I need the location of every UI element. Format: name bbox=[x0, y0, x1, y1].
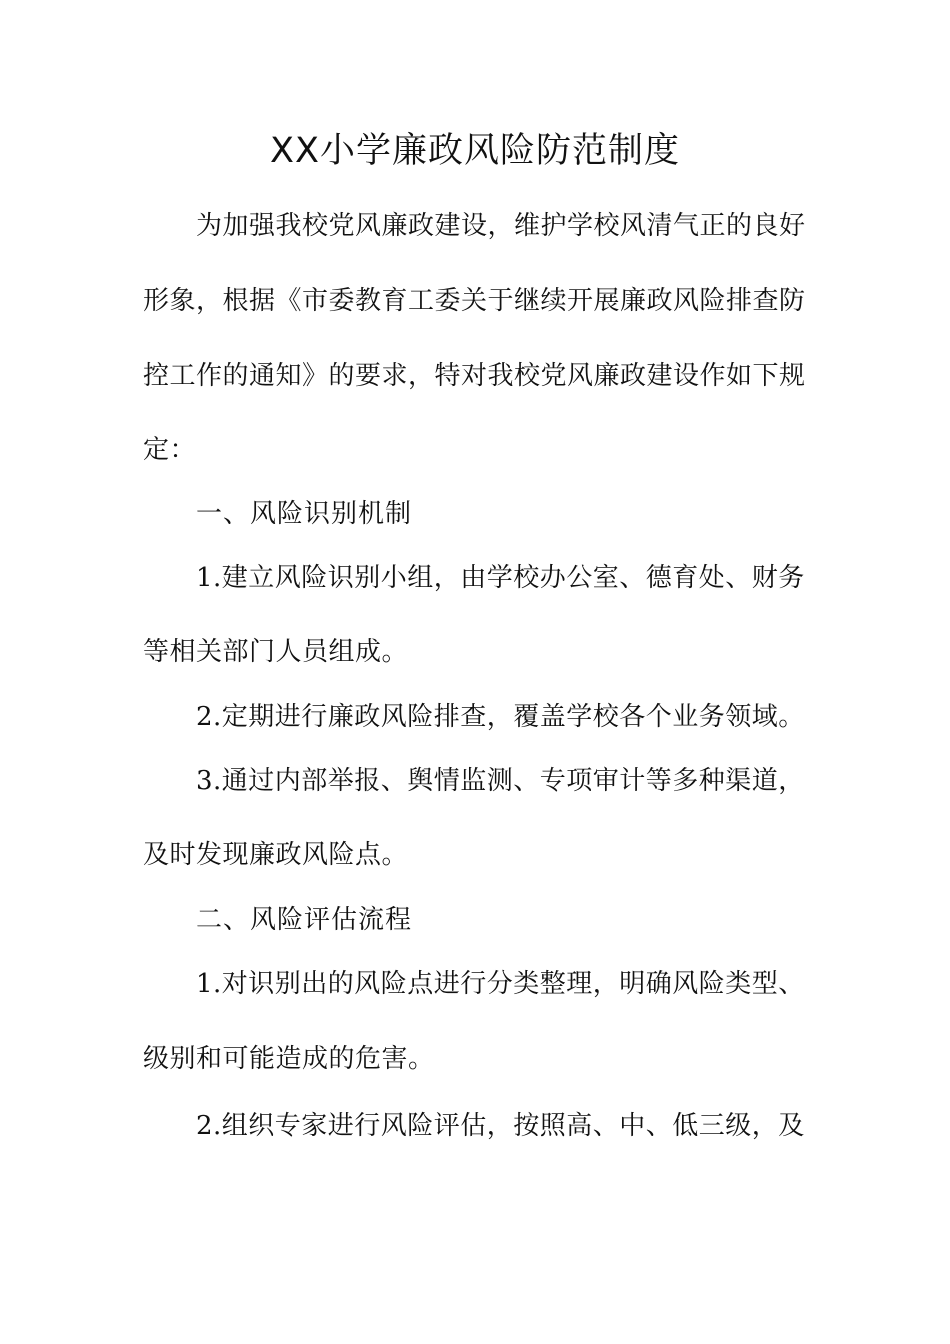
section-1-item-2: 2.定期进行廉政风险排查，覆盖学校各个业务领域。 bbox=[196, 702, 805, 732]
intro-line-4: 定： bbox=[143, 435, 197, 465]
intro-line-1: 为加强我校党风廉政建设，维护学校风清气正的良好 bbox=[196, 211, 806, 241]
section-1-item-3-line-2: 及时发现廉政风险点。 bbox=[143, 840, 409, 870]
section-1-item-3-line-1: 3.通过内部举报、舆情监测、专项审计等多种渠道， bbox=[196, 766, 805, 796]
section-2-item-1-line-1: 1.对识别出的风险点进行分类整理，明确风险类型、 bbox=[196, 969, 805, 999]
section-2-item-1-line-2: 级别和可能造成的危害。 bbox=[143, 1044, 435, 1074]
intro-line-2: 形象，根据《市委教育工委关于继续开展廉政风险排查防 bbox=[143, 286, 806, 316]
section-1-item-1-line-2: 等相关部门人员组成。 bbox=[143, 637, 409, 667]
section-1-item-1-line-1: 1.建立风险识别小组，由学校办公室、德育处、财务 bbox=[196, 563, 805, 593]
section-2-item-2-line-1: 2.组织专家进行风险评估，按照高、中、低三级，及 bbox=[196, 1111, 805, 1141]
section-2-heading: 二、风险评估流程 bbox=[196, 905, 413, 935]
section-1-heading: 一、风险识别机制 bbox=[196, 499, 413, 529]
document-title: XX小学廉政风险防范制度 bbox=[270, 131, 680, 171]
intro-line-3: 控工作的通知》的要求，特对我校党风廉政建设作如下规 bbox=[143, 361, 806, 391]
